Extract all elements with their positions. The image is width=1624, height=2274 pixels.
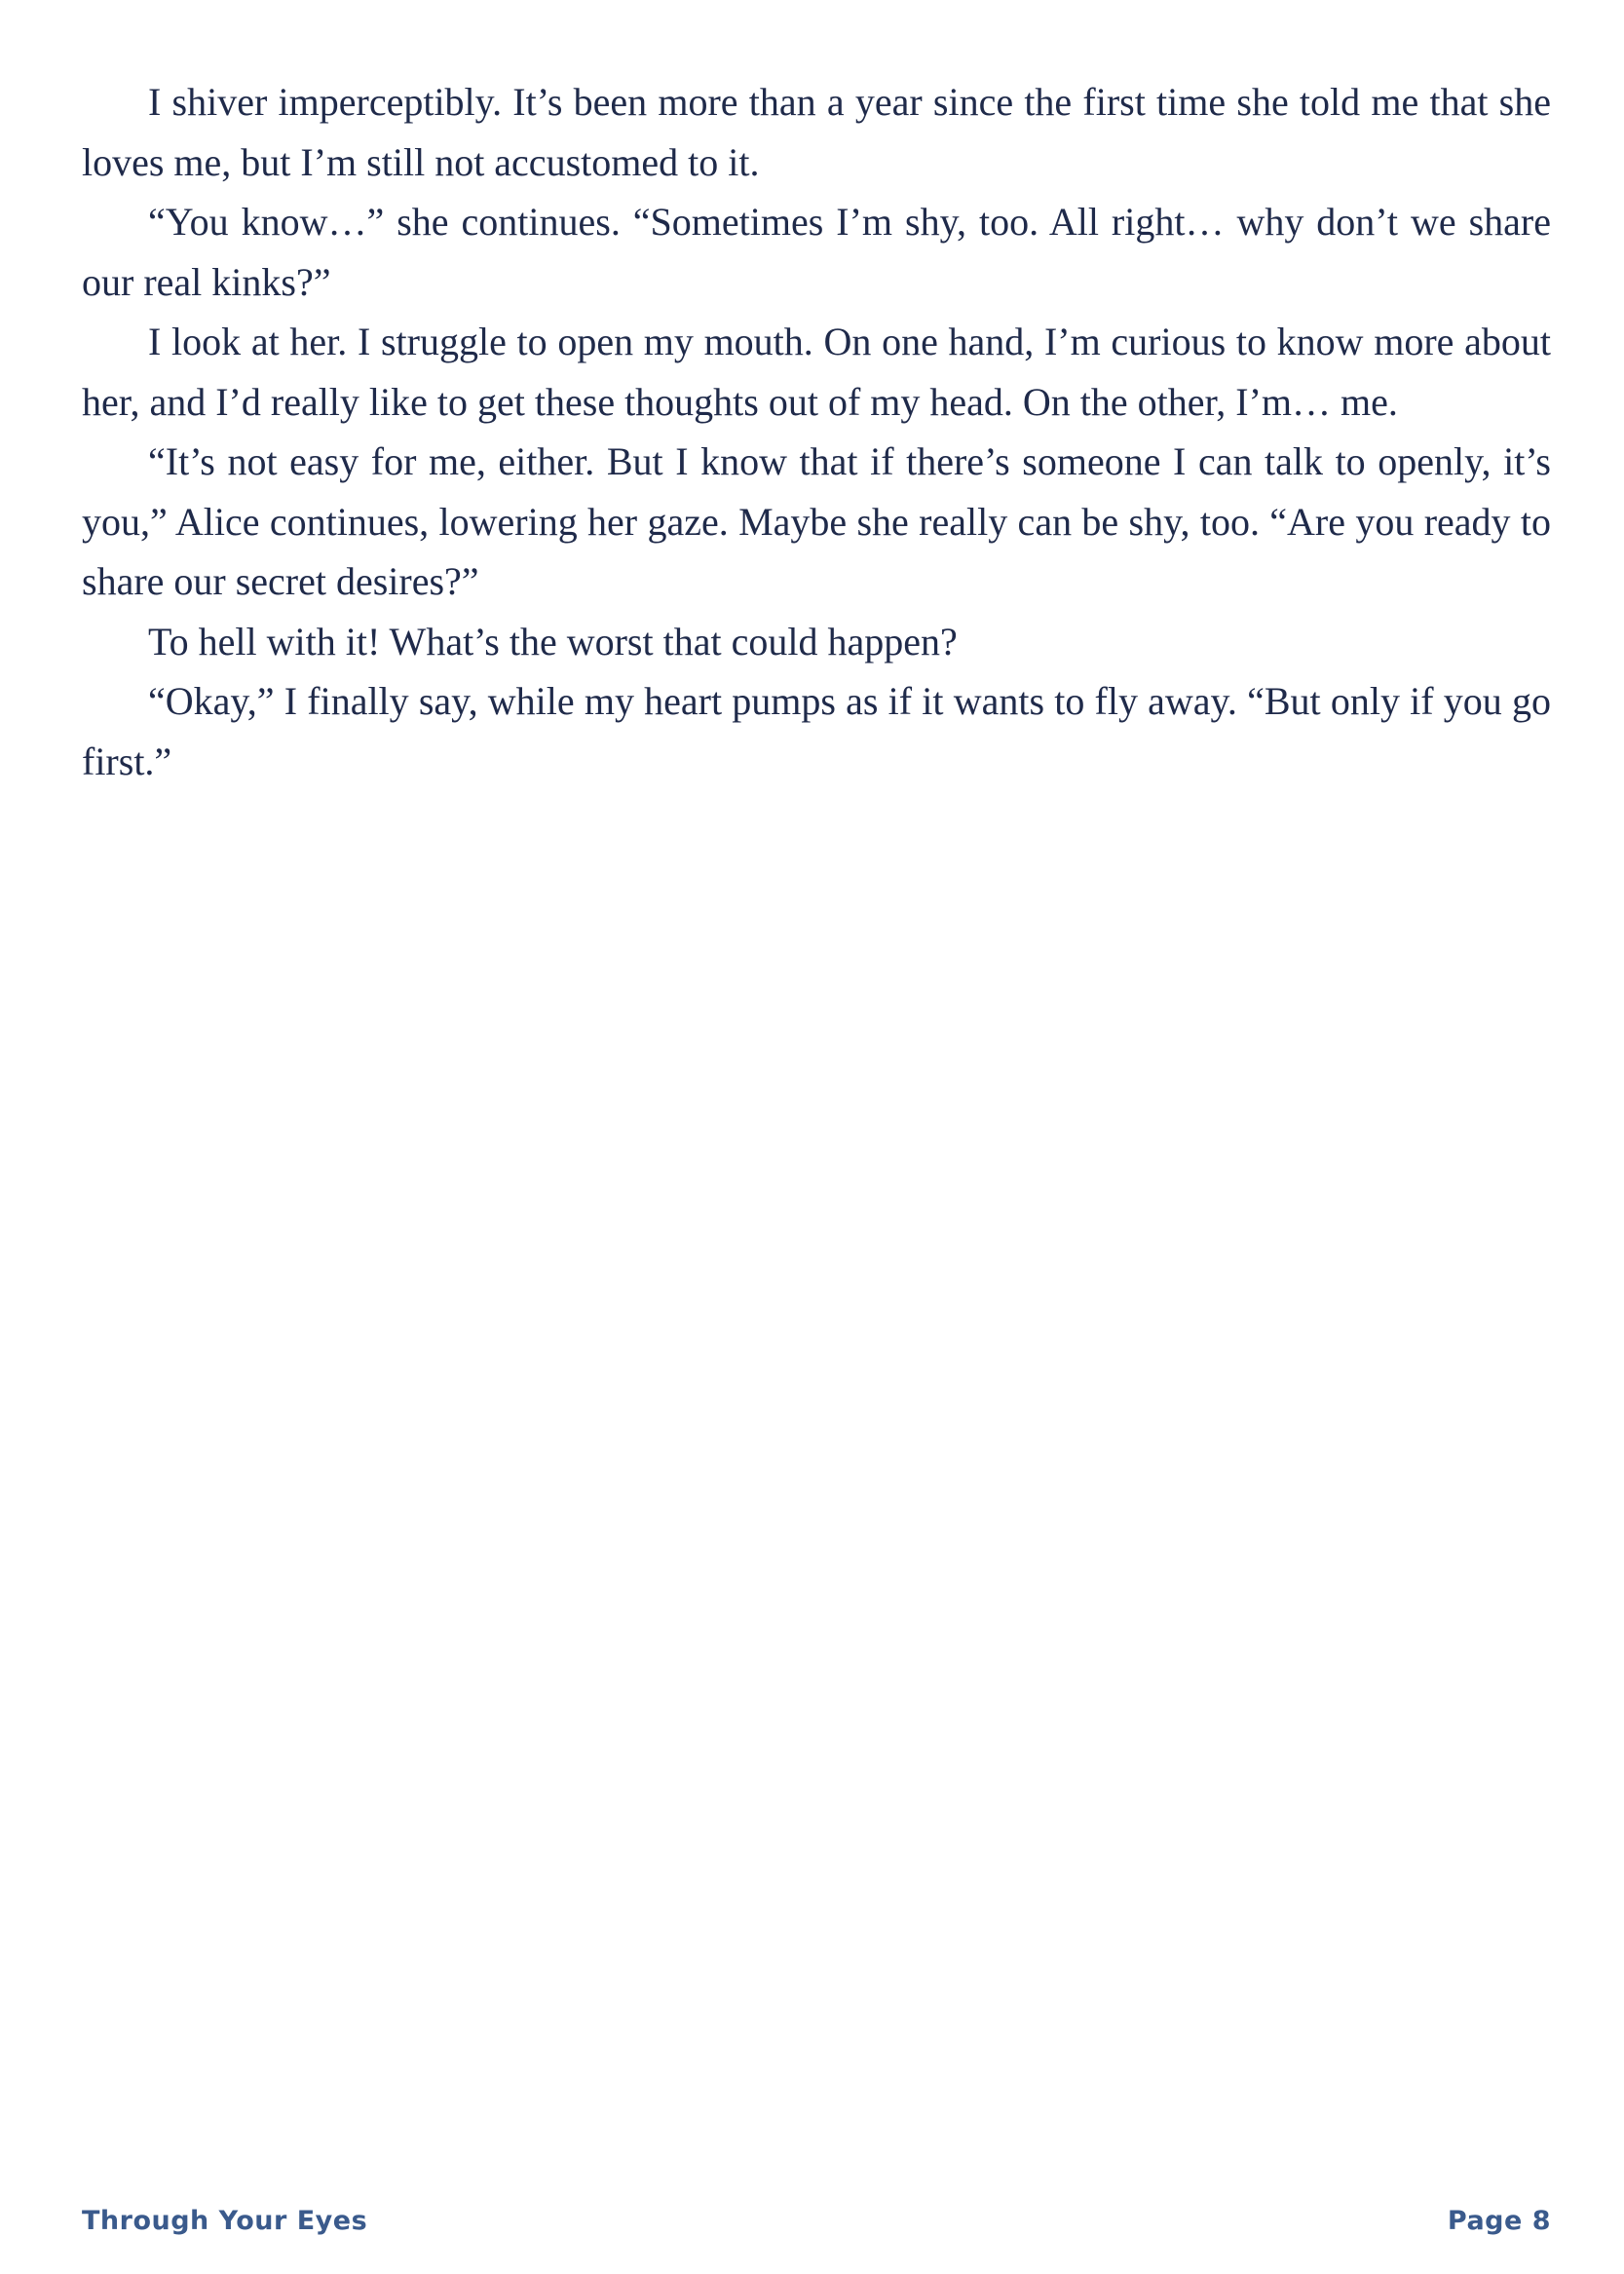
page-footer: [82, 2206, 1551, 2245]
footer-book-title: Through Your Eyes: [82, 2206, 368, 2236]
footer-page-number: Page 8: [1447, 2206, 1551, 2236]
paragraph: “It’s not easy for me, either. But I know that if there’s someone I can talk to openly, it’s you,” Alice continues, lowering her gaze. Maybe she really can be shy, too. “Are you ready to share our secret desires?”: [82, 439, 1551, 603]
paragraph: I shiver imperceptibly. It’s been more than a year since the first time she told me that she loves me, but I’m still not accustomed to it.: [82, 80, 1551, 184]
paragraph: To hell with it! What’s the worst that could happen?: [148, 619, 958, 663]
paragraph: I look at her. I struggle to open my mouth. On one hand, I’m curious to know more about her, and I’d really like to get these thoughts out of my head. On the other, I’m… me.: [82, 320, 1551, 424]
body-text: [82, 72, 1551, 791]
paragraph: “You know…” she continues. “Sometimes I’m shy, too. All right… why don’t we share our real kinks?”: [82, 200, 1551, 304]
paragraph: “Okay,” I finally say, while my heart pumps as if it wants to fly away. “But only if you go first.”: [82, 679, 1551, 783]
